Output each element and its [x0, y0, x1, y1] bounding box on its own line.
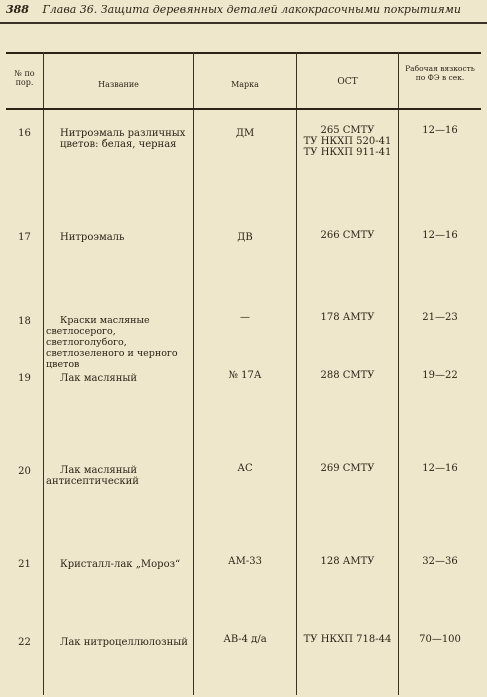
- row-18-name: Краски масляные светлосерого, светлоголубого, светлозеленого и черного цветов: [46, 315, 178, 370]
- row-19-ost: 288 СМТУ: [320, 370, 375, 381]
- row-16-viscosity: 12—16: [422, 125, 458, 136]
- row-22-ost: ТУ НКХП 718-44: [303, 634, 392, 645]
- row-22-name: Лак нитроцеллюлозный: [60, 637, 188, 648]
- row-20-name: Лак масляный антисептический: [46, 465, 139, 487]
- row-18-num: 18: [18, 316, 31, 327]
- row-21-name: Кристалл-лак „Мороз“: [60, 559, 181, 570]
- row-19-brand: № 17А: [228, 370, 262, 381]
- row-16-brand: ДМ: [235, 128, 255, 139]
- row-22-num: 22: [18, 637, 31, 648]
- row-19-viscosity: 19—22: [422, 370, 458, 381]
- page-number: 388: [6, 3, 29, 16]
- header-viscosity: Рабочая вязкость по ФЭ в сек.: [405, 64, 475, 82]
- row-20-viscosity: 12—16: [422, 463, 458, 474]
- row-21-num: 21: [18, 559, 31, 570]
- row-18-brand: —: [240, 312, 250, 323]
- row-21-ost: 128 АМТУ: [320, 556, 375, 567]
- header-ost: ОСТ: [337, 77, 358, 87]
- row-21-viscosity: 32—36: [422, 556, 458, 567]
- row-19-num: 19: [18, 373, 31, 384]
- row-16-name: Нитроэмаль различных цветов: белая, черная: [60, 128, 186, 150]
- row-17-name: Нитроэмаль: [60, 232, 125, 243]
- row-18-ost: 178 АМТУ: [320, 312, 375, 323]
- row-16-ost: 265 СМТУ ТУ НКХП 520-41 ТУ НКХП 911-41: [303, 125, 392, 158]
- header-rule: [0, 22, 487, 24]
- row-17-brand: ДВ: [237, 232, 253, 243]
- row-17-ost: 266 СМТУ: [320, 230, 375, 241]
- column-divider: [43, 52, 44, 695]
- row-22-viscosity: 70—100: [419, 634, 461, 645]
- running-head: [6, 3, 461, 16]
- row-18-viscosity: 21—23: [422, 312, 458, 323]
- chapter-title: Глава 36. Защита деревянных деталей лакокрасочными покрытиями: [42, 3, 461, 16]
- row-17-num: 17: [18, 232, 31, 243]
- row-20-brand: АС: [237, 463, 253, 474]
- row-22-brand: АВ-4 д/а: [223, 634, 267, 645]
- row-20-num: 20: [18, 466, 31, 477]
- header-name: Название: [98, 80, 139, 89]
- row-20-ost: 269 СМТУ: [320, 463, 375, 474]
- row-19-name: Лак масляный: [60, 373, 138, 384]
- row-21-brand: АМ-33: [228, 556, 262, 567]
- header-brand: Марка: [231, 80, 259, 89]
- header-divider: [6, 108, 481, 110]
- header-num: № по пор.: [14, 69, 35, 87]
- row-16-num: 16: [18, 128, 31, 139]
- row-17-viscosity: 12—16: [422, 230, 458, 241]
